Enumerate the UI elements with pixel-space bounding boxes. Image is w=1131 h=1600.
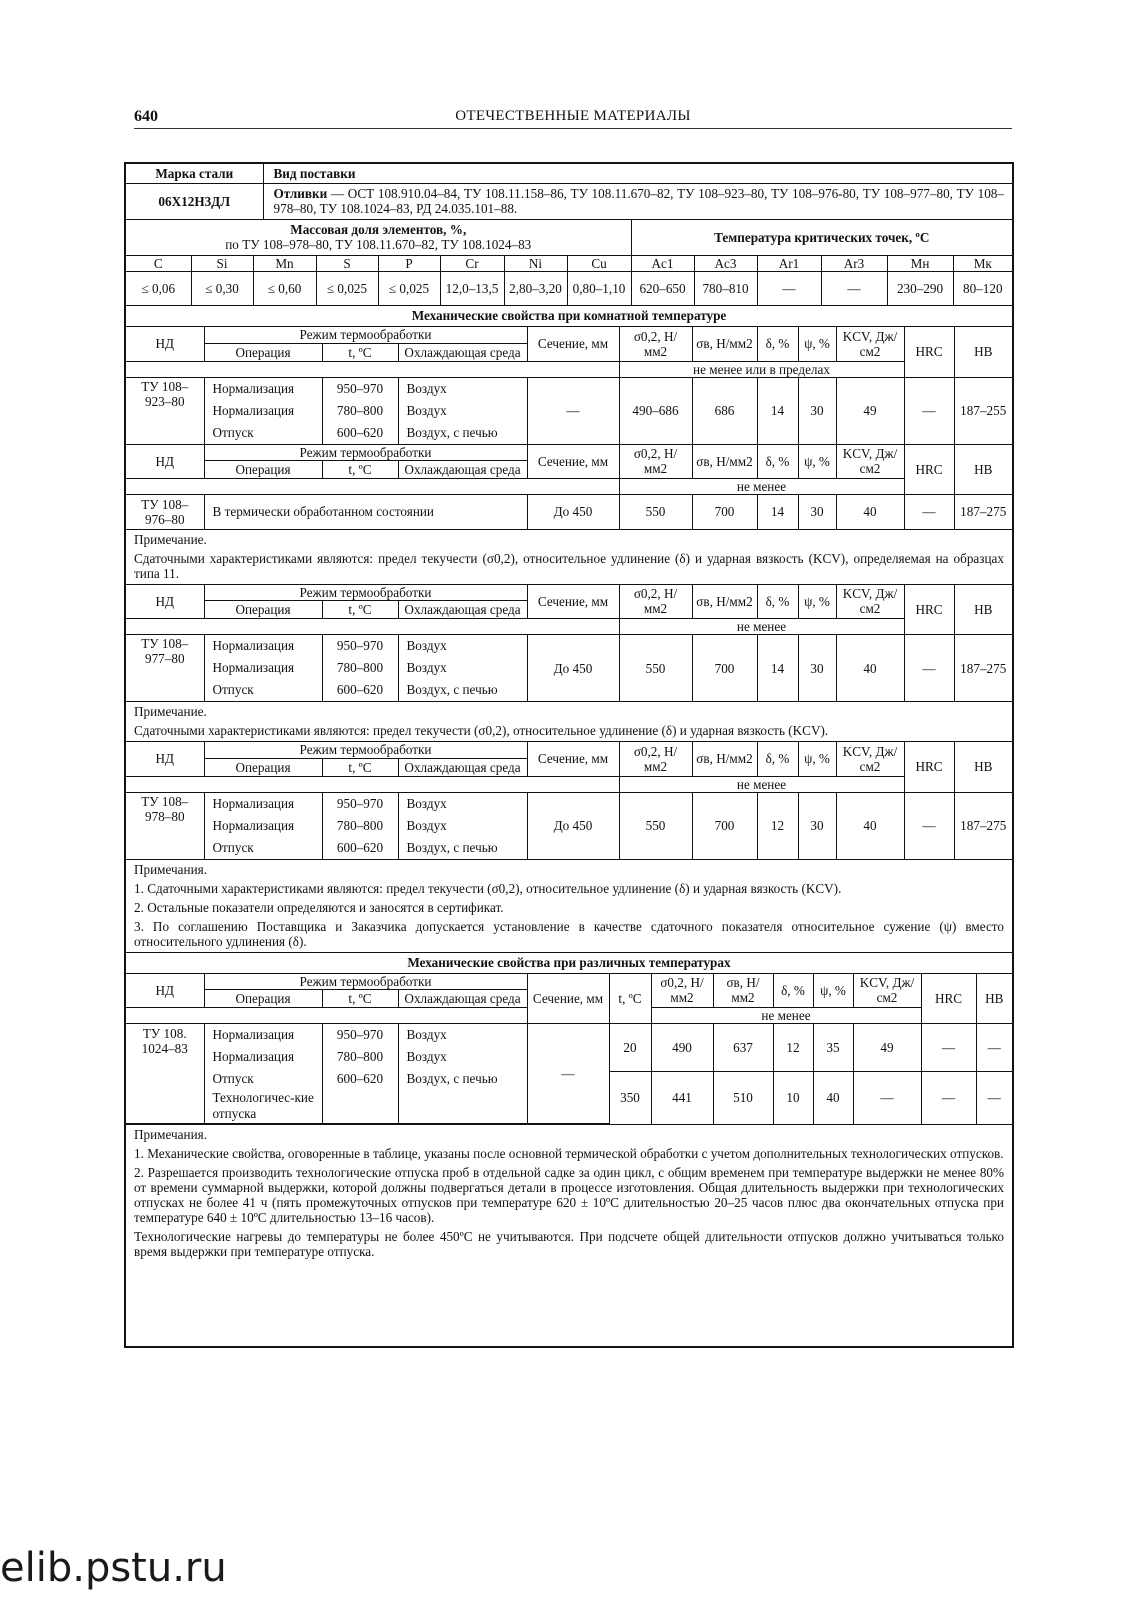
- subhead-min: не менее: [619, 619, 904, 635]
- value-ar3: —: [821, 271, 887, 305]
- media: [398, 377, 527, 444]
- element-ni: Ni: [504, 255, 567, 271]
- head-s02: σ0,2, Н/мм2: [619, 585, 692, 619]
- op-2: Нормализация: [212, 402, 295, 418]
- composition-standards: по ТУ 108–978–80, ТУ 108.11.670–82, ТУ 108.1024–83: [225, 237, 532, 253]
- hrc-value: —: [904, 377, 954, 444]
- temp-3: 600–620: [336, 424, 384, 440]
- head-section: Сечение, мм: [527, 742, 619, 776]
- head-cooling: Охлаждающая среда: [398, 758, 527, 776]
- head-t: t, ºC: [322, 990, 398, 1008]
- head-nd: НД: [126, 585, 204, 619]
- value-ni: 2,80–3,20: [504, 271, 567, 305]
- kcv-value: 40: [836, 495, 904, 529]
- value-cr: 12,0–13,5: [440, 271, 504, 305]
- temperatures: [322, 1024, 398, 1124]
- nd-value: ТУ 108–976–80: [126, 495, 204, 529]
- delta-value: 12: [757, 792, 798, 859]
- op-3: Отпуск: [212, 839, 254, 855]
- head-s02: σ0,2, Н/мм2: [619, 445, 692, 479]
- value-mn-point: 230–290: [887, 271, 953, 305]
- var-temp-title: Механические свойства при различных температурах: [126, 953, 1012, 974]
- head-nd: НД: [126, 327, 204, 361]
- sb-value-2: 510: [713, 1072, 773, 1124]
- section-value: До 450: [527, 792, 619, 859]
- head-psi: ψ, %: [813, 974, 853, 1008]
- head-section: Сечение, мм: [527, 585, 619, 619]
- psi-value-1: 35: [813, 1024, 853, 1072]
- subhead-min: не менее: [619, 776, 904, 792]
- head-cooling: Охлаждающая среда: [398, 601, 527, 619]
- head-s02: σ0,2, Н/мм2: [651, 974, 713, 1008]
- delta-value: 14: [757, 377, 798, 444]
- medium-2: Воздух: [406, 1049, 447, 1064]
- medium-3: Воздух, с печью: [406, 424, 498, 440]
- temp-2: 780–800: [336, 1049, 384, 1064]
- note-1: 1. Сдаточными характеристиками являются: предел текучести (σ0,2), относительное удлинение (δ) и ударная вязкость (KCV).: [134, 880, 842, 896]
- media: [398, 635, 527, 702]
- composition-section: [126, 220, 1012, 306]
- s02-value-2: 441: [651, 1072, 713, 1124]
- delta-value-2: 10: [773, 1072, 813, 1124]
- sb-value: 700: [692, 792, 757, 859]
- subhead-limits: не менее или в пределах: [619, 361, 904, 377]
- temp-1: 950–970: [336, 380, 384, 396]
- kcv-value: 40: [836, 792, 904, 859]
- nd-value: ТУ 108. 1024–83: [126, 1024, 204, 1124]
- composition-heading: Массовая доля элементов, %,: [290, 222, 467, 238]
- head-t: t, ºC: [322, 758, 398, 776]
- hrc-value: —: [904, 792, 954, 859]
- section-value: —: [527, 377, 619, 444]
- head-mode: Режим термообработки: [204, 445, 527, 461]
- head-operation: Операция: [204, 461, 322, 479]
- value-ar1: —: [757, 271, 821, 305]
- medium-1: Воздух: [406, 1027, 447, 1042]
- note-title: Примечания.: [134, 861, 208, 877]
- head-delta: δ, %: [773, 974, 813, 1008]
- head-kcv: KCV, Дж/см2: [853, 974, 921, 1008]
- delivery-type: Отливки: [273, 186, 328, 202]
- head-psi: ψ, %: [798, 742, 836, 776]
- nd-value: ТУ 108–923–80: [126, 377, 204, 444]
- value-ac1: 620–650: [631, 271, 694, 305]
- head-section: Сечение, мм: [527, 974, 609, 1024]
- sb-value: 700: [692, 495, 757, 529]
- delta-value: 14: [757, 635, 798, 702]
- temp-2: 780–800: [336, 402, 384, 418]
- media: [398, 792, 527, 859]
- medium-1: Воздух: [406, 795, 447, 811]
- note-1: 1. Механические свойства, оговоренные в таблице, указаны после основной термической обработки с учетом дополнительных технологических отпусков.: [134, 1146, 1004, 1161]
- head-t: t, ºC: [322, 343, 398, 361]
- op-1: Нормализация: [212, 1027, 295, 1042]
- hrc-value-1: —: [921, 1024, 976, 1072]
- op-2: Нормализация: [212, 817, 295, 833]
- head-sb: σв, Н/мм2: [692, 585, 757, 619]
- op-1: Нормализация: [212, 380, 295, 396]
- head-hb: НВ: [976, 974, 1012, 1024]
- medium-1: Воздух: [406, 638, 447, 653]
- head-hb: НВ: [954, 585, 1012, 635]
- note-text: Сдаточными характеристиками являются: предел текучести (σ0,2), относительное удлинение (δ) и ударная вязкость (KCV).: [134, 723, 829, 738]
- head-hb: НВ: [954, 445, 1012, 495]
- head-cooling: Охлаждающая среда: [398, 343, 527, 361]
- operations: [204, 792, 322, 859]
- hb-value: 187–275: [954, 495, 1012, 529]
- head-sb: σв, Н/мм2: [713, 974, 773, 1008]
- head-delta: δ, %: [757, 327, 798, 361]
- sb-value: 700: [692, 635, 757, 702]
- grade-label: Марка стали: [126, 164, 263, 183]
- s02-value-1: 490: [651, 1024, 713, 1072]
- note-title: Примечание.: [134, 704, 207, 719]
- s02-value: 550: [619, 792, 692, 859]
- op-3: Отпуск: [212, 1071, 254, 1086]
- head-operation: Операция: [204, 343, 322, 361]
- s02-value: 550: [619, 495, 692, 529]
- note-3: Технологические нагревы до температуры не более 450ºС не учитываются. При подсчете общей длительности отпусков должно учитываться только время выдержки при температуре отпуска.: [134, 1229, 1004, 1259]
- temp-2: 780–800: [336, 817, 384, 833]
- kcv-value-1: 49: [853, 1024, 921, 1072]
- temp-3: 600–620: [336, 1071, 384, 1086]
- head-operation: Операция: [204, 758, 322, 776]
- head-sb: σв, Н/мм2: [692, 327, 757, 361]
- delta-value-1: 12: [773, 1024, 813, 1072]
- medium-1: Воздух: [406, 380, 447, 396]
- head-delta: δ, %: [757, 585, 798, 619]
- medium-3: Воздух, с печью: [406, 839, 498, 855]
- element-s: S: [316, 255, 378, 271]
- kcv-value: 49: [836, 377, 904, 444]
- head-operation: Операция: [204, 990, 322, 1008]
- op-1: Нормализация: [212, 638, 295, 653]
- temp-2: 780–800: [336, 660, 384, 675]
- sb-value-1: 637: [713, 1024, 773, 1072]
- s02-value: 550: [619, 635, 692, 702]
- head-hrc: HRC: [904, 327, 954, 377]
- head-cooling: Охлаждающая среда: [398, 990, 527, 1008]
- psi-value: 30: [798, 792, 836, 859]
- kcv-value-2: —: [853, 1072, 921, 1124]
- room-temp-title: Механические свойства при комнатной температуре: [126, 306, 1012, 327]
- value-ac3: 780–810: [694, 271, 757, 305]
- head-sb: σв, Н/мм2: [692, 445, 757, 479]
- page-header: [134, 106, 1012, 129]
- hb-value: 187–275: [954, 792, 1012, 859]
- block-tu-1024: [126, 974, 1012, 1126]
- op-3: Отпуск: [212, 682, 254, 697]
- temp-1: 950–970: [336, 795, 384, 811]
- head-hb: НВ: [954, 327, 1012, 377]
- psi-value: 30: [798, 495, 836, 529]
- block-tu-978: [126, 742, 1012, 860]
- temperatures: [322, 792, 398, 859]
- head-nd: НД: [126, 445, 204, 479]
- crit-mn: Мн: [887, 255, 953, 271]
- operations: [204, 635, 322, 702]
- head-section: Сечение, мм: [527, 445, 619, 479]
- medium-2: Воздух: [406, 402, 447, 418]
- op-4: Технологичес-кие отпуска: [212, 1090, 314, 1121]
- element-mn: Mn: [253, 255, 316, 271]
- head-mode: Режим термообработки: [204, 742, 527, 758]
- head-mode: Режим термообработки: [204, 974, 527, 990]
- note-2: 2. Разрешается производить технологические отпуска проб в отдельной садке за один цикл, с общим временем при температуре выдержки не менее 80% от времени суммарной выдержки, которой должны подвергаться детали в процессе изготовления. Общая длительность выдержки при технологических отпусках не более 41 ч (пять промежуточных отпусков при температуре 620 ± 10ºС длительностью 20–25 часов плюс два окончательных отпуска при температуре 640 ± 10ºС длительностью 13–16 часов).: [134, 1165, 1004, 1225]
- medium-2: Воздух: [406, 660, 447, 675]
- op-2: Нормализация: [212, 660, 295, 675]
- note-tu-976: [126, 530, 1012, 585]
- medium-3: Воздух, с печью: [406, 682, 498, 697]
- value-c: ≤ 0,06: [126, 271, 191, 305]
- element-cr: Cr: [440, 255, 504, 271]
- value-si: ≤ 0,30: [191, 271, 253, 305]
- delivery-standards: — ОСТ 108.910.04–84, ТУ 108.11.158–86, ТУ 108.11.670–82, ТУ 108–923–80, ТУ 108–976-80, ТУ 108–977–80, ТУ 108–978–80, ТУ 108.1024–83, РД 24.035.101–88.: [273, 186, 1004, 217]
- head-nd: НД: [126, 742, 204, 776]
- hb-value-2: —: [976, 1072, 1012, 1124]
- note-text: Сдаточными характеристиками являются: предел текучести (σ0,2), относительное удлинение (δ) и ударная вязкость (KCV), определяемая на образцах типа 11.: [134, 550, 1004, 581]
- psi-value: 30: [798, 635, 836, 702]
- hrc-value: —: [904, 495, 954, 529]
- head-t: t, ºC: [322, 461, 398, 479]
- notes-tu-1024: [126, 1125, 1012, 1262]
- value-mk: 80–120: [953, 271, 1012, 305]
- critical-points-title: Температура критических точек, ºС: [631, 220, 1012, 255]
- medium-3: Воздух, с печью: [406, 1071, 498, 1086]
- head-psi: ψ, %: [798, 445, 836, 479]
- sb-value: 686: [692, 377, 757, 444]
- operations: [204, 1024, 322, 1124]
- operations: [204, 377, 322, 444]
- hb-value: 187–255: [954, 377, 1012, 444]
- element-c: C: [126, 255, 191, 271]
- delivery-label: Вид поставки: [263, 164, 1012, 183]
- head-sb: σв, Н/мм2: [692, 742, 757, 776]
- subhead-min: не менее: [651, 1008, 921, 1024]
- element-p: P: [378, 255, 440, 271]
- medium-2: Воздух: [406, 817, 447, 833]
- head-hb: НВ: [954, 742, 1012, 792]
- notes-tu-978: [126, 860, 1012, 953]
- note-tu-977: [126, 702, 1012, 742]
- hrc-value-2: —: [921, 1072, 976, 1124]
- head-kcv: KCV, Дж/см2: [836, 585, 904, 619]
- head-delta: δ, %: [757, 445, 798, 479]
- block-tu-923: [126, 327, 1012, 445]
- op-1: Нормализация: [212, 795, 295, 811]
- block-tu-977: [126, 585, 1012, 703]
- subhead-min: не менее: [619, 479, 904, 495]
- steel-data-table: [124, 162, 1014, 1348]
- crit-mk: Мк: [953, 255, 1012, 271]
- head-nd: НД: [126, 974, 204, 1008]
- head-hrc: HRC: [921, 974, 976, 1024]
- temp-3: 600–620: [336, 682, 384, 697]
- page-number: 640: [134, 108, 158, 125]
- psi-value: 30: [798, 377, 836, 444]
- crit-ac1: Ac1: [631, 255, 694, 271]
- note-title: Примечание.: [134, 531, 207, 547]
- watermark: elib.pstu.ru: [0, 1545, 227, 1591]
- nd-value: ТУ 108–977–80: [126, 635, 204, 702]
- op-2: Нормализация: [212, 1049, 295, 1064]
- element-cu: Cu: [567, 255, 631, 271]
- temperatures: [322, 635, 398, 702]
- head-delta: δ, %: [757, 742, 798, 776]
- note-3: 3. По соглашению Поставщика и Заказчика допускается установление в качестве сдаточного показателя относительное сужение (ψ) вместо относительного удлинения (δ).: [134, 918, 1004, 949]
- head-t: t, ºC: [322, 601, 398, 619]
- t-value-2: 350: [609, 1072, 651, 1124]
- temp-1: 950–970: [336, 638, 384, 653]
- crit-ac3: Ac3: [694, 255, 757, 271]
- section-value: До 450: [527, 495, 619, 529]
- composition-title: [126, 220, 631, 255]
- head-kcv: KCV, Дж/см2: [836, 445, 904, 479]
- head-hrc: HRC: [904, 585, 954, 635]
- heat-state: В термически обработанном состоянии: [204, 495, 527, 529]
- head-hrc: HRC: [904, 742, 954, 792]
- value-s: ≤ 0,025: [316, 271, 378, 305]
- element-si: Si: [191, 255, 253, 271]
- grade-section: [126, 164, 1012, 220]
- media: [398, 1024, 527, 1124]
- delta-value: 14: [757, 495, 798, 529]
- t-value-1: 20: [609, 1024, 651, 1072]
- temp-3: 600–620: [336, 839, 384, 855]
- hrc-value: —: [904, 635, 954, 702]
- head-mode: Режим термообработки: [204, 585, 527, 601]
- delivery-value: [263, 183, 1012, 219]
- grade-value: 06Х12Н3ДЛ: [126, 183, 263, 219]
- s02-value: 490–686: [619, 377, 692, 444]
- block-tu-976: [126, 445, 1012, 530]
- value-p: ≤ 0,025: [378, 271, 440, 305]
- value-cu: 0,80–1,10: [567, 271, 631, 305]
- kcv-value: 40: [836, 635, 904, 702]
- nd-value: ТУ 108–978–80: [126, 792, 204, 859]
- value-mn: ≤ 0,60: [253, 271, 316, 305]
- note-title: Примечания.: [134, 1127, 208, 1142]
- psi-value-2: 40: [813, 1072, 853, 1124]
- head-test-temp: t, ºС: [609, 974, 651, 1024]
- head-psi: ψ, %: [798, 327, 836, 361]
- head-kcv: KCV, Дж/см2: [836, 327, 904, 361]
- head-section: Сечение, мм: [527, 327, 619, 361]
- head-mode: Режим термообработки: [204, 327, 527, 343]
- temp-1: 950–970: [336, 1027, 384, 1042]
- head-hrc: HRC: [904, 445, 954, 495]
- hb-value-1: —: [976, 1024, 1012, 1072]
- running-title: ОТЕЧЕСТВЕННЫЕ МАТЕРИАЛЫ: [455, 108, 691, 124]
- head-s02: σ0,2, Н/мм2: [619, 327, 692, 361]
- hb-value: 187–275: [954, 635, 1012, 702]
- crit-ar1: Ar1: [757, 255, 821, 271]
- head-psi: ψ, %: [798, 585, 836, 619]
- head-s02: σ0,2, Н/мм2: [619, 742, 692, 776]
- head-kcv: KCV, Дж/см2: [836, 742, 904, 776]
- section-value: До 450: [527, 635, 619, 702]
- section-value: —: [527, 1024, 609, 1124]
- crit-ar3: Ar3: [821, 255, 887, 271]
- head-cooling: Охлаждающая среда: [398, 461, 527, 479]
- note-2: 2. Остальные показатели определяются и заносятся в сертификат.: [134, 899, 504, 915]
- op-3: Отпуск: [212, 424, 254, 440]
- temperatures: [322, 377, 398, 444]
- head-operation: Операция: [204, 601, 322, 619]
